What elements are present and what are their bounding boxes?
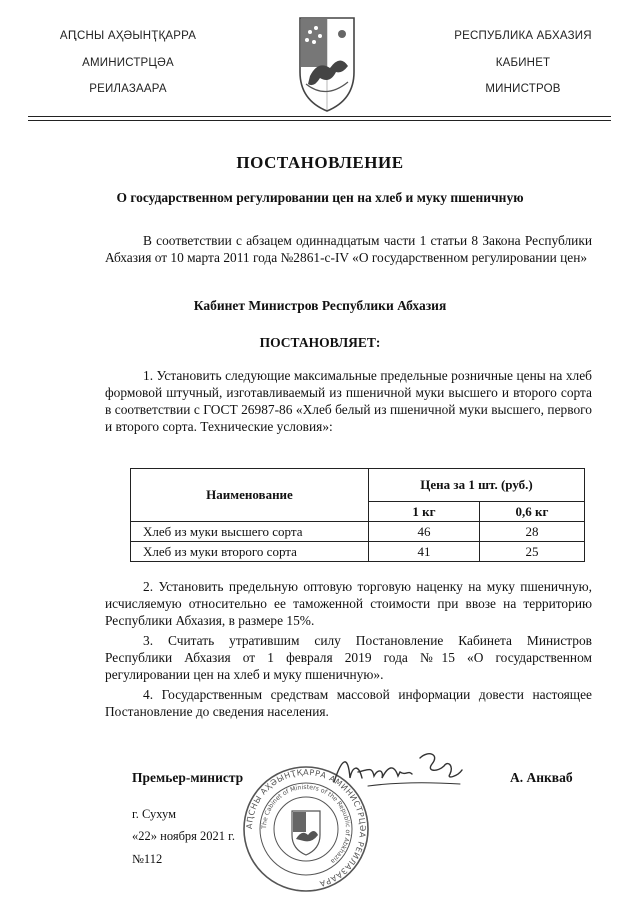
decree-heading: ПОСТАНОВЛЯЕТ: <box>259 335 381 350</box>
table-cell-06kg: 25 <box>480 542 585 562</box>
table-cell-06kg: 28 <box>480 522 585 542</box>
header-left-line: РЕИЛАЗААРА <box>89 83 167 95</box>
column-header-price: Цена за 1 шт. (руб.) <box>369 469 585 502</box>
item-3-paragraph: 3. Считать утратившим силу Постановление Кабинета Министров Республики Абхазия от 1 февраля 2019 года №15 «О государственном регулировании цен на хлеб и муку пшеничную». <box>105 633 592 682</box>
header-divider <box>28 116 611 117</box>
item-2-paragraph: 2. Установить предельную оптовую торговую наценку на муку пшеничную, исчисляемую относительно ее таможенной стоимости при ввозе на территорию Республики Абхазия, в размере 15%. <box>105 579 592 628</box>
header-right-line: КАБИНЕТ <box>495 56 551 69</box>
issuer-heading: Кабинет Министров Республики Абхазия <box>193 298 447 313</box>
table-row <box>131 542 585 562</box>
price-table <box>130 468 585 562</box>
header-divider <box>28 120 611 121</box>
document-title: ПОСТАНОВЛЕНИЕ <box>236 153 404 172</box>
header-right-line: МИНИСТРОВ <box>485 83 561 95</box>
document-city: г. Сухум <box>132 807 177 821</box>
preamble-paragraph: В соответствии с абзацем одиннадцатым части 1 статьи 8 Закона Республики Абхазия от 10 марта 2011 года №2861-с-IV «О государственном регулировании цен» <box>105 233 592 265</box>
header-left <box>28 28 228 108</box>
document-number: №112 <box>132 852 163 866</box>
table-row <box>131 522 585 542</box>
header-right <box>428 28 618 108</box>
item-1-paragraph: 1. Установить следующие максимальные предельные розничные цены на хлеб формовой штучный, изготавливаемый из пшеничной муки высшего и второго сорта в соответствии с ГОСТ 26987-86 «Хлеб белый из пшеничной муки высшего, первого и второго сорта. Технические условия»: <box>105 368 592 434</box>
item-4-paragraph: 4. Государственным средствам массовой информации довести настоящее Постановление до сведения населения. <box>105 687 592 719</box>
table-cell-name: Хлеб из муки высшего сорта <box>131 522 369 542</box>
table-cell-1kg: 41 <box>369 542 480 562</box>
document-subtitle: О государственном регулировании цен на хлеб и муку пшеничную <box>116 190 524 205</box>
column-header-name: Наименование <box>131 469 369 522</box>
document-date: «22» ноября 2021 г. <box>132 829 236 843</box>
seal-inner-text: The Cabinet of Ministers of the Republic of Abkhazia <box>260 783 352 865</box>
header-left-line: АМИНИСТРЦӘА <box>82 56 174 69</box>
column-header-06kg: 0,6 кг <box>480 502 585 522</box>
coat-of-arms-emblem <box>296 14 358 114</box>
table-cell-name: Хлеб из муки второго сорта <box>131 542 369 562</box>
header-right-line: РЕСПУБЛИКА АБХАЗИЯ <box>454 30 592 42</box>
seal-outer-text: АԤСНЫ АҲӘЫНҬҚАРРА АМИНИСТРЦӘА РЕИЛАЗААРА <box>244 767 368 889</box>
table-cell-1kg: 46 <box>369 522 480 542</box>
signatory-position: Премьер-министр <box>132 770 244 785</box>
handwritten-signature <box>328 748 468 792</box>
signatory-name: А. Анкваб <box>510 770 573 785</box>
header-left-line: АԤСНЫ АҲӘЫНҬҚАРРА <box>59 30 197 42</box>
column-header-1kg: 1 кг <box>369 502 480 522</box>
